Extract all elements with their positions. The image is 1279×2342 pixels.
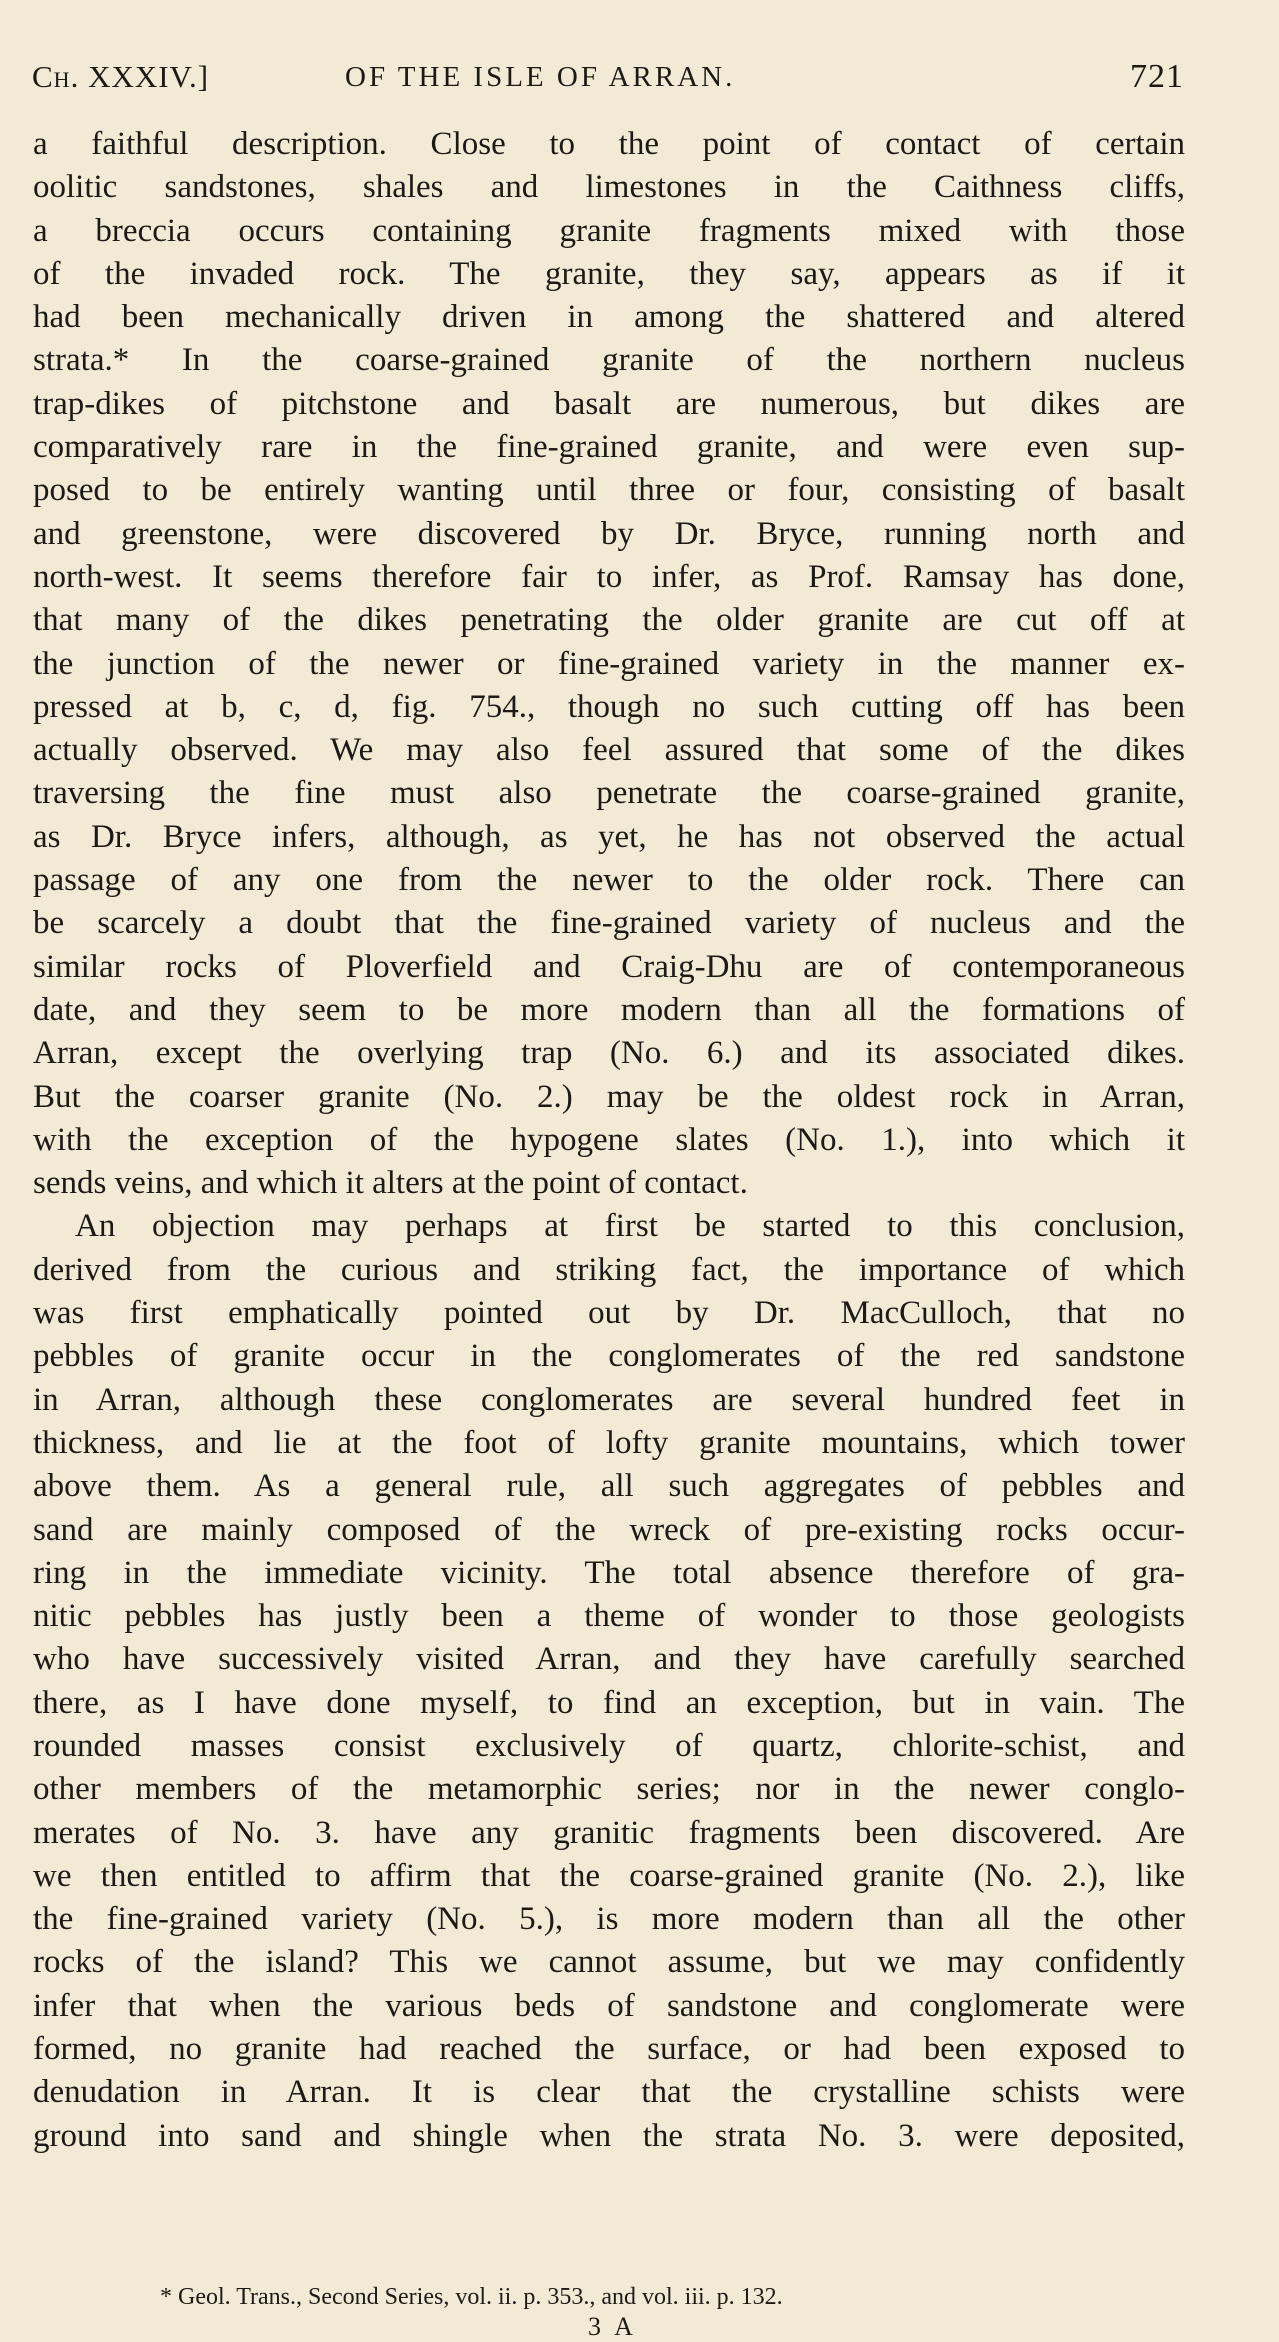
text-line: passage of any one from the newer to the older rock. There can	[33, 862, 1185, 899]
text-line: there, as I have done myself, to find an exception, but in vain. The	[33, 1684, 1185, 1721]
text-line: actually observed. We may also feel assured that some of the dikes	[33, 732, 1185, 769]
signature-mark: 3 A	[588, 2312, 637, 2341]
text-line: posed to be entirely wanting until three or four, consisting of basalt	[33, 472, 1185, 509]
text-line: north-west. It seems therefore fair to infer, as Prof. Ramsay has done,	[33, 558, 1185, 595]
text-line: the fine-grained variety (No. 5.), is more modern than all the other	[33, 1901, 1185, 1938]
text-line: ground into sand and shingle when the strata No. 3. were deposited,	[33, 2117, 1185, 2154]
text-line: Arran, except the overlying trap (No. 6.) and its associated dikes.	[33, 1035, 1185, 1072]
text-line: as Dr. Bryce infers, although, as yet, he has not observed the actual	[33, 818, 1185, 855]
text-line: pebbles of granite occur in the conglomerates of the red sandstone	[33, 1338, 1185, 1375]
text-line: pressed at b, c, d, fig. 754., though no such cutting off has been	[33, 688, 1185, 725]
text-line: formed, no granite had reached the surface, or had been exposed to	[33, 2031, 1185, 2068]
text-line: denudation in Arran. It is clear that the crystalline schists were	[33, 2074, 1185, 2111]
running-head	[32, 52, 1184, 102]
text-line: thickness, and lie at the foot of lofty granite mountains, which tower	[33, 1424, 1185, 1461]
text-line: other members of the metamorphic series; nor in the newer conglo-	[33, 1771, 1185, 1808]
text-line: a faithful description. Close to the point of contact of certain	[33, 126, 1185, 162]
chapter-reference: Ch. XXXIV.]	[32, 59, 210, 94]
text-line: the junction of the newer or fine-grained variety in the manner ex-	[33, 645, 1185, 682]
text-line: merates of No. 3. have any granitic fragments been discovered. Are	[33, 1814, 1185, 1851]
text-line: date, and they seem to be more modern than all the formations of	[33, 991, 1185, 1028]
text-line: But the coarser granite (No. 2.) may be the oldest rock in Arran,	[33, 1078, 1185, 1115]
paragraph-end-line: sends veins, and which it alters at the point of contact.	[33, 1165, 748, 1202]
text-line: nitic pebbles has justly been a theme of wonder to those geologists	[33, 1598, 1185, 1635]
text-line: rocks of the island? This we cannot assume, but we may confidently	[33, 1944, 1185, 1981]
text-line: we then entitled to affirm that the coarse-grained granite (No. 2.), like	[33, 1857, 1185, 1894]
text-line: who have successively visited Arran, and they have carefully searched	[33, 1641, 1185, 1678]
text-line: ring in the immediate vicinity. The total absence therefore of gra-	[33, 1554, 1185, 1591]
running-title: OF THE ISLE OF ARRAN.	[345, 61, 736, 93]
text-line: comparatively rare in the fine-grained granite, and were even sup-	[33, 429, 1185, 466]
text-line: derived from the curious and striking fact, the importance of which	[33, 1251, 1185, 1288]
text-line: oolitic sandstones, shales and limestones in the Caithness cliffs,	[33, 169, 1185, 206]
text-line: rounded masses consist exclusively of quartz, chlorite-schist, and	[33, 1727, 1185, 1764]
text-line: in Arran, although these conglomerates are several hundred feet in	[33, 1381, 1185, 1418]
text-line: similar rocks of Ploverfield and Craig-Dhu are of contemporaneous	[33, 948, 1185, 985]
text-line: with the exception of the hypogene slates (No. 1.), into which it	[33, 1121, 1185, 1158]
text-line: a breccia occurs containing granite fragments mixed with those	[33, 212, 1185, 249]
body-text	[33, 123, 1185, 2158]
footnote: * Geol. Trans., Second Series, vol. ii. p. 353., and vol. iii. p. 132.	[160, 2284, 783, 2310]
text-line: infer that when the various beds of sandstone and conglomerate were	[33, 1987, 1185, 2024]
text-line: trap-dikes of pitchstone and basalt are numerous, but dikes are	[33, 385, 1185, 422]
text-line: that many of the dikes penetrating the older granite are cut off at	[33, 602, 1185, 639]
paragraph-start-line: An objection may perhaps at first be started to this conclusion,	[75, 1208, 1185, 1245]
text-line: strata.* In the coarse-grained granite of the northern nucleus	[33, 342, 1185, 379]
text-line: above them. As a general rule, all such aggregates of pebbles and	[33, 1468, 1185, 1505]
text-line: traversing the fine must also penetrate the coarse-grained granite,	[33, 775, 1185, 812]
text-line: sand are mainly composed of the wreck of pre-existing rocks occur-	[33, 1511, 1185, 1548]
text-line: was first emphatically pointed out by Dr. MacCulloch, that no	[33, 1295, 1185, 1332]
text-line: had been mechanically driven in among the shattered and altered	[33, 299, 1185, 336]
page-number: 721	[1130, 58, 1184, 95]
text-line: be scarcely a doubt that the fine-grained variety of nucleus and the	[33, 905, 1185, 942]
text-line: and greenstone, were discovered by Dr. Bryce, running north and	[33, 515, 1185, 552]
text-line: of the invaded rock. The granite, they say, appears as if it	[33, 255, 1185, 292]
